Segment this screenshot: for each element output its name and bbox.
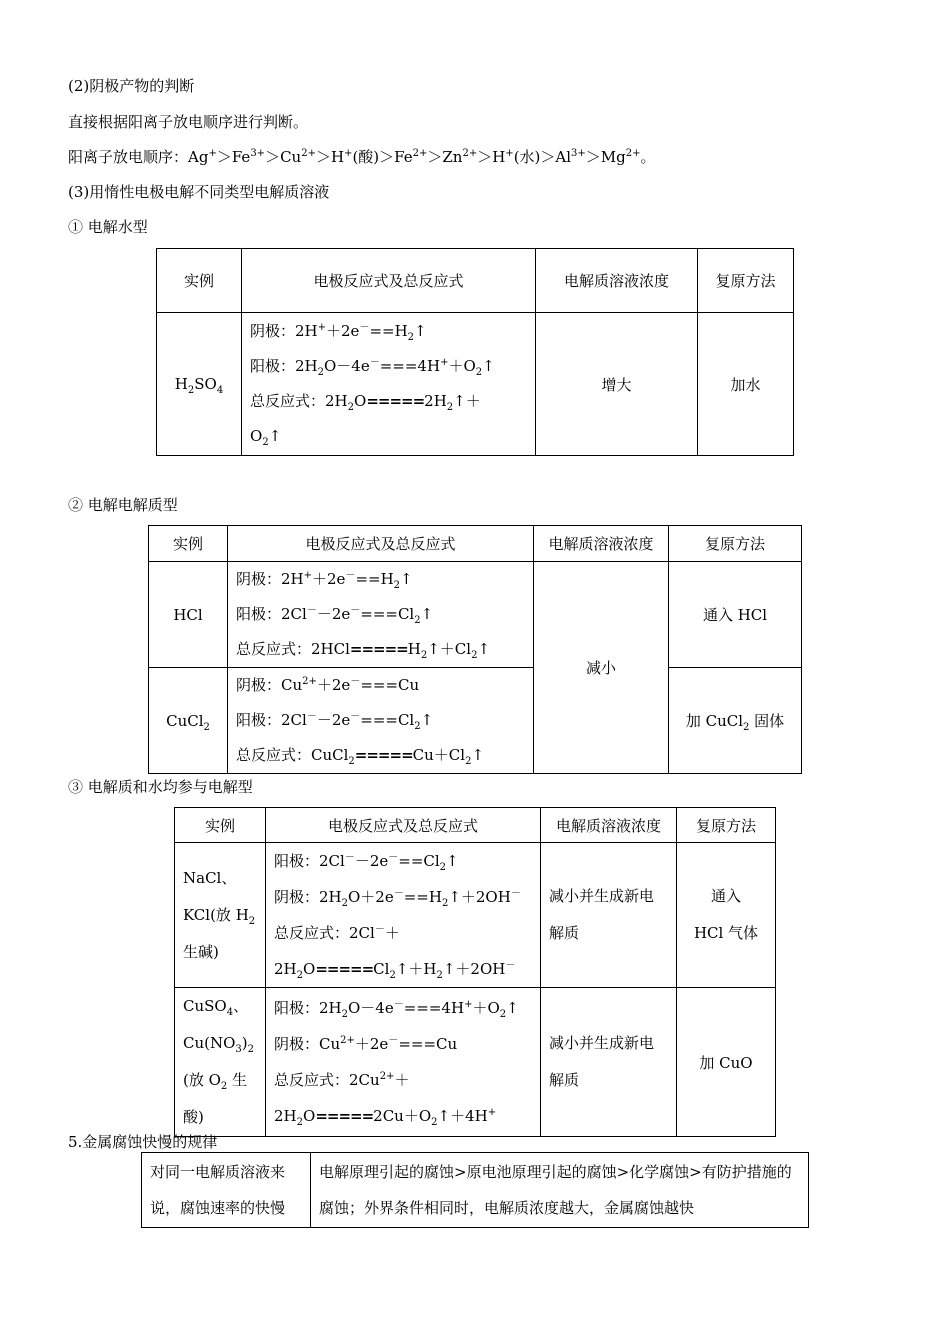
concentration-cell: 减小并生成新电解质 [541, 843, 677, 988]
restore-cell: 加 CuCl$_2$ 固体 [669, 668, 802, 774]
reaction-cell: 阳极：$2Cl^--2e^-==Cl_2↑$ 阴极：$2H_2O+2e^-==H_2↑+2OH^-$ 总反应式：2Cl－＋ $2H_2O=====Cl_2↑+H_2↑+2OH^-$ [266, 843, 541, 988]
example-cell: $H_2SO_4$ [157, 313, 242, 456]
header-example: 实例 [157, 249, 242, 313]
type1-title: ① 电解水型 [68, 218, 148, 236]
example-cell: NaCl、KCl(放 $H_2$ 生碱) [175, 843, 266, 988]
corrosion-condition-cell: 对同一电解质溶液来说，腐蚀速率的快慢 [142, 1153, 311, 1228]
table-row [149, 562, 802, 668]
concentration-cell: 增大 [536, 313, 698, 456]
header-concentration: 电解质溶液浓度 [536, 249, 698, 313]
header-reaction: 电极反应式及总反应式 [228, 526, 534, 562]
reaction-cell: 阴极：$2H^++2e^-==H_2↑$ 阳极：$2Cl^--2e^-===Cl_2↑$ 总反应式：$2HCl=====H_2↑+Cl_2↑$ [228, 562, 534, 668]
heading-inert-electrode: (3)用惰性电极电解不同类型电解质溶液 [68, 183, 330, 201]
table-row [157, 313, 794, 456]
table-water-electrolysis [156, 248, 794, 456]
header-example: 实例 [149, 526, 228, 562]
restore-cell: 加水 [698, 313, 794, 456]
header-restore: 复原方法 [698, 249, 794, 313]
reaction-cell: 阳极：$2H_2O-4e^-===4H^++O_2↑$ 阴极：$Cu^{2+}+2e^-===Cu$ 总反应式：$2Cu^{2+}+$ $2H_2O=====2Cu+O_2↑+4H^+$ [266, 988, 541, 1137]
table-row [175, 843, 776, 988]
reaction-cell: 阴极：$2H^++2e^-==H_2↑$ 阳极：$2H_2O-4e^-===4H^++O_2↑$ 总反应式：$2H_2O=====2H_2↑+$ $O_2↑$ [242, 313, 536, 456]
table-electrolyte-and-water [174, 807, 776, 1137]
header-reaction: 电极反应式及总反应式 [242, 249, 536, 313]
corrosion-title: 5.金属腐蚀快慢的规律 [68, 1133, 218, 1151]
header-reaction: 电极反应式及总反应式 [266, 808, 541, 843]
header-restore: 复原方法 [677, 808, 776, 843]
header-example: 实例 [175, 808, 266, 843]
example-cell: CuCl$_2$ [149, 668, 228, 774]
concentration-cell: 减小并生成新电解质 [541, 988, 677, 1137]
reaction-cell: 阴极：$Cu^{2+}+2e^-===Cu$ 阳极：$2Cl^--2e^-===Cl_2↑$ 总反应式：$CuCl_2=====Cu+Cl_2↑$ [228, 668, 534, 774]
table-row [175, 988, 776, 1137]
type2-title: ② 电解电解质型 [68, 496, 178, 514]
heading-cathode-product: (2)阴极产物的判断 [68, 77, 195, 95]
table-electrolyte-electrolysis [148, 525, 802, 774]
restore-cell: 通入 HCl 气体 [677, 843, 776, 988]
table-corrosion [141, 1152, 809, 1228]
restore-cell: 加 CuO [677, 988, 776, 1137]
example-cell: HCl [149, 562, 228, 668]
header-concentration: 电解质溶液浓度 [541, 808, 677, 843]
cathode-rule: 直接根据阳离子放电顺序进行判断。 [68, 113, 309, 131]
discharge-order: 阳离子放电顺序：$Ag^+>Fe^{3+}>Cu^{2+}>H^+$(酸)$>Fe^{2+}>Zn^{2+}>H^+$(水)$>Al^{3+}>Mg^{2+}$。 [68, 148, 656, 166]
type3-title: ③ 电解质和水均参与电解型 [68, 778, 253, 796]
example-cell: CuSO$_4$、$Cu(NO_3)_2$ (放 $O_2$ 生酸) [175, 988, 266, 1137]
table-row [149, 668, 802, 774]
restore-cell: 通入 HCl [669, 562, 802, 668]
concentration-cell: 减小 [534, 562, 669, 774]
corrosion-order-cell: 电解原理引起的腐蚀>原电池原理引起的腐蚀>化学腐蚀>有防护措施的腐蚀；外界条件相同时，电解质浓度越大，金属腐蚀越快 [311, 1153, 809, 1228]
header-restore: 复原方法 [669, 526, 802, 562]
header-concentration: 电解质溶液浓度 [534, 526, 669, 562]
